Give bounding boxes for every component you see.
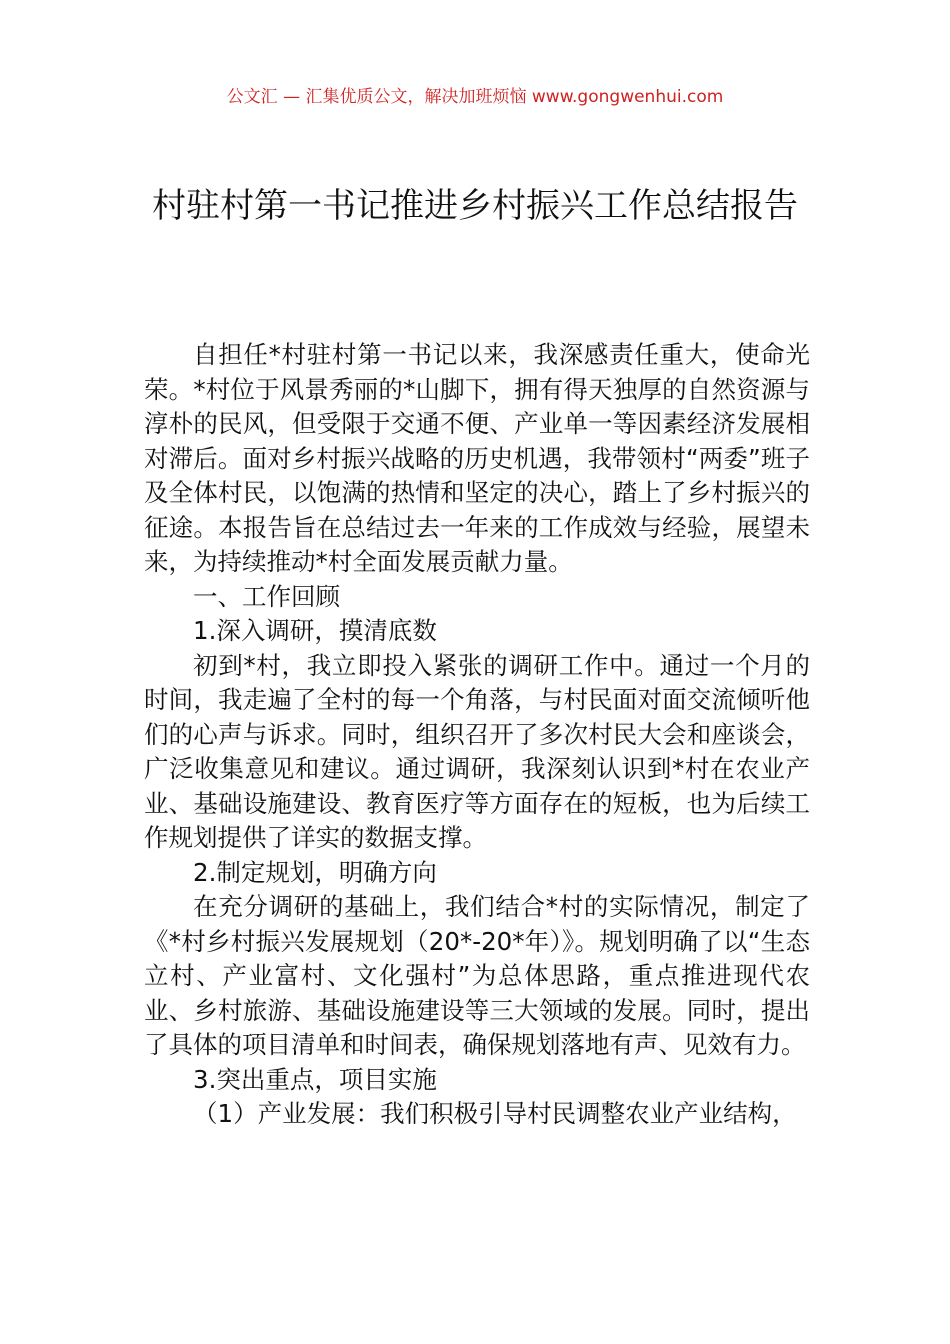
research-paragraph: 初到*村，我立即投入紧张的调研工作中。通过一个月的时间，我走遍了全村的每一个角落，与村民面对面交流倾听他们的心声与诉求。同时，组织召开了多次村民大会和座谈会，广泛收集意见和建议。通过调研，我深刻认识到*村在农业产业、基础设施建设、教育医疗等方面存在的短板，也为后续工作规划提供了详实的数据支撑。 xyxy=(144,650,810,852)
site-banner: 公文汇 — 汇集优质公文，解决加班烦恼 www.gongwenhui.com xyxy=(226,87,724,107)
intro-paragraph: 自担任*村驻村第一书记以来，我深感责任重大，使命光荣。*村位于风景秀丽的*山脚下，拥有得天独厚的自然资源与淳朴的民风，但受限于交通不便、产业单一等因素经济发展相对滞后。面对乡村振兴战略的历史机遇，我带领村“两委”班子及全体村民，以饱满的热情和坚定的决心，踏上了乡村振兴的征途。本报告旨在总结过去一年来的工作成效与经验，展望未来，为持续推动*村全面发展贡献力量。 xyxy=(144,340,810,576)
section-heading-work-review: 一、工作回顾 xyxy=(193,581,340,611)
subheading-projects: 3.突出重点，项目实施 xyxy=(193,1064,437,1094)
subheading-planning: 2.制定规划，明确方向 xyxy=(193,857,437,887)
document-body xyxy=(144,338,810,1132)
planning-paragraph: 在充分调研的基础上，我们结合*村的实际情况，制定了《*村乡村振兴发展规划（20*-20*年）》。规划明确了以“生态立村、产业富村、文化强村”为总体思路，重点推进现代农业、乡村旅游、基础设施建设等三大领域的发展。同时，提出了具体的项目清单和时间表，确保规划落地有声、见效有力。 xyxy=(144,892,810,1059)
document-title: 村驻村第一书记推进乡村振兴工作总结报告 xyxy=(152,186,798,226)
industry-paragraph: （1）产业发展：我们积极引导村民调整农业产业结构， xyxy=(193,1099,797,1128)
subheading-research: 1.深入调研，摸清底数 xyxy=(193,616,437,645)
